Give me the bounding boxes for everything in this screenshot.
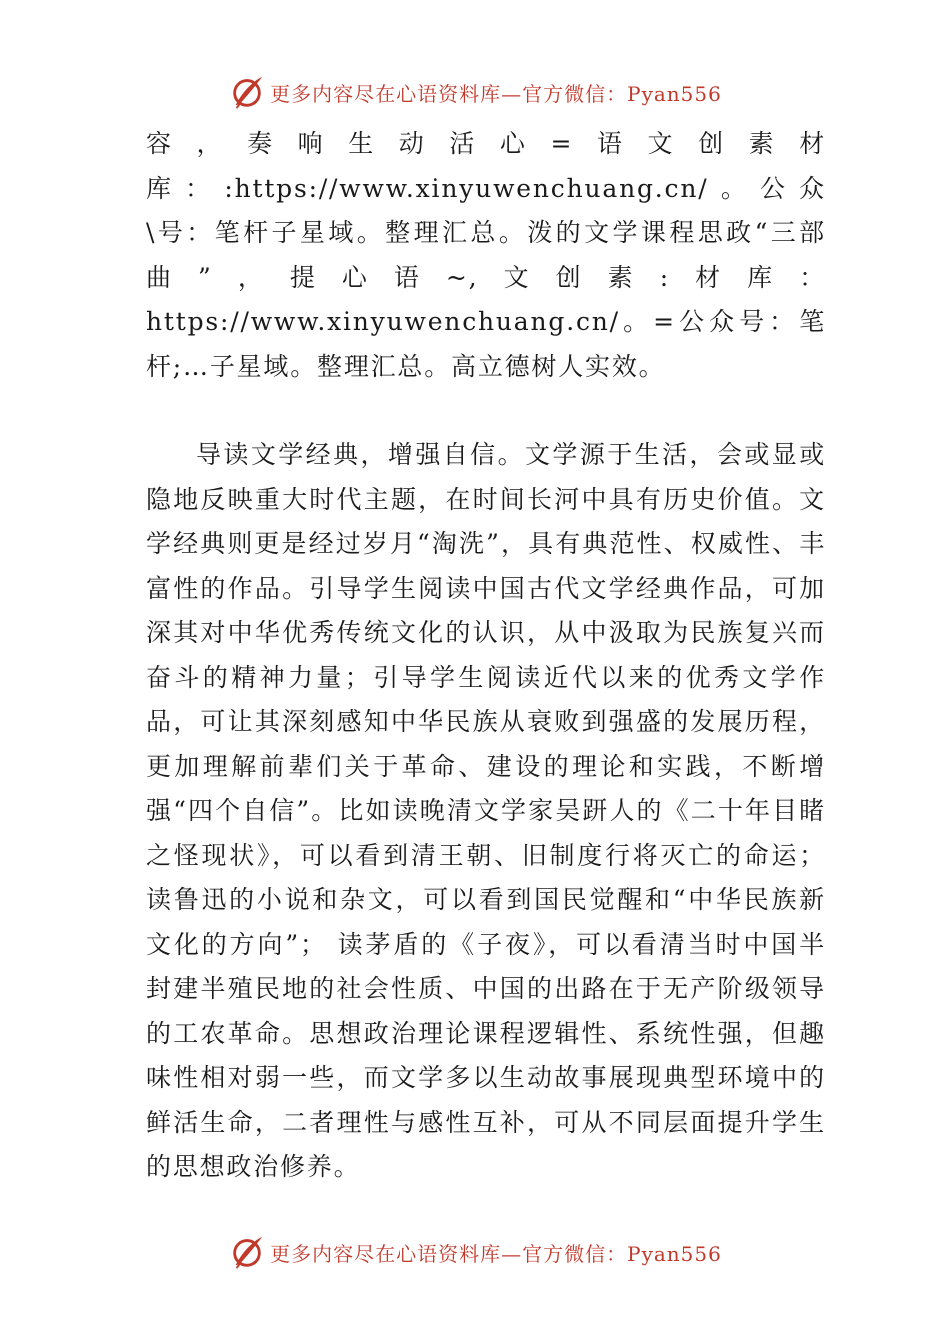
header-text: 更多内容尽在心语资料库—官方微信：Pyan556 [270, 81, 722, 106]
quill-ink-logo-icon [228, 73, 266, 111]
header-banner [0, 72, 950, 112]
quill-ink-logo-icon [228, 1233, 266, 1271]
paragraph-continuation: 容，奏响生动活心=语文创素材库：:https://www.xinyuwenchuang.cn/。公众\号：笔杆子星域。整理汇总。泼的文学课程思政“三部曲”，提心语~,文创素:材库：https://www.xinyuwenchuang.cn/。=公众号：笔杆;…子星域。整理汇总。高立德树人实效。 [146, 129, 826, 381]
paragraph-literary-classics: 导读文学经典，增强自信。文学源于生活，会或显或隐地反映重大时代主题，在时间长河中具有历史价值。文学经典则更是经过岁月“淘洗”，具有典范性、权威性、丰富性的作品。引导学生阅读中国古代文学经典作品，可加深其对中华优秀传统文化的认识，从中汲取为民族复兴而奋斗的精神力量；引导学生阅读近代以来的优秀文学作品，可让其深刻感知中华民族从衰败到强盛的发展历程，更加理解前辈们关于革命、建设的理论和实践，不断增强“四个自信”。比如读晚清文学家吴趼人的《二十年目睹之怪现状》，可以看到清王朝、旧制度行将灭亡的命运；读鲁迅的小说和杂文，可以看到国民觉醒和“中华民族新文化的方向”； 读茅盾的《子夜》，可以看清当时中国半封建半殖民地的社会性质、中国的出路在于无产阶级领导的工农革命。思想政治理论课程逻辑性、系统性强，但趣味性相对弱一些，而文学多以生动故事展现典型环境中的鲜活生命，二者理性与感性互补，可从不同层面提升学生的思想政治修养。 [146, 440, 826, 1181]
footer-text: 更多内容尽在心语资料库—官方微信：Pyan556 [270, 1241, 722, 1266]
article-body [146, 122, 826, 1190]
footer-banner [0, 1232, 950, 1272]
